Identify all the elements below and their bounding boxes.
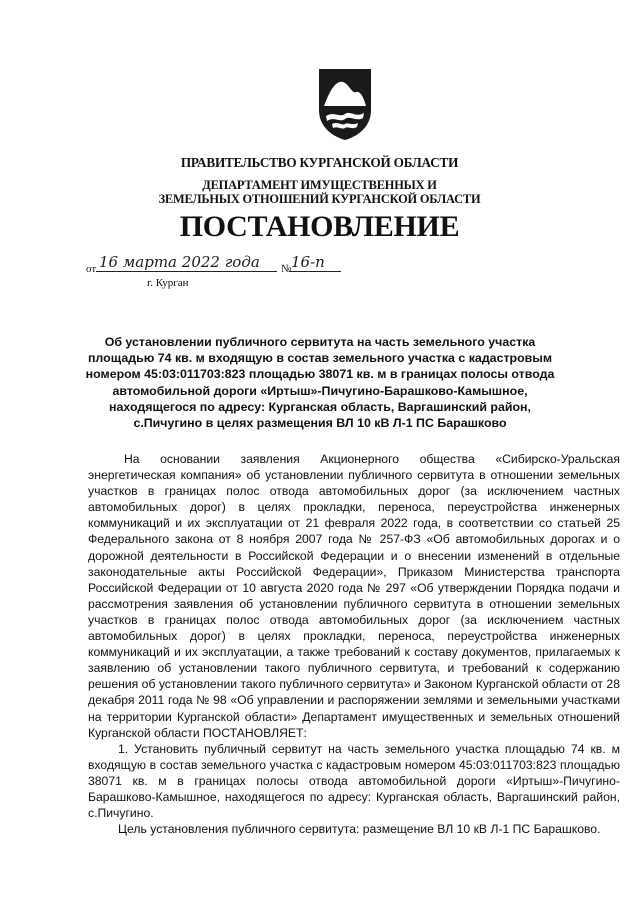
document-type-heading: ПОСТАНОВЛЕНИЕ [179, 210, 460, 243]
document-body [88, 451, 620, 837]
city-label: г. Курган [147, 277, 189, 289]
date-number-row [86, 252, 386, 278]
date-prefix: от [86, 263, 97, 275]
department-name-line1: ДЕПАРТАМЕНТ ИМУЩЕСТВЕННЫХ И [202, 178, 437, 192]
preamble-paragraph: На основании заявления Акционерного общества «Сибирско-Уральская энергетическая компания» об установлении публичного сервитута в отношении земельных участков в границах полос отвода автомобильных дорог (за исключением частных автомобильных дорог) в целях прокладки, переноса, переустройства инженерных коммуникаций и их эксплуатации от 21 февраля 2022 года, в соответствии со статьей 25 Федерального закона от 8 ноября 2007 года № 257-ФЗ «Об автомобильных дорогах и о дорожной деятельности в Российской Федерации и о внесении изменений в отдельные законодательные акты Российской Федерации», Приказом Министерства транспорта Российской Федерации от 10 августа 2020 года № 297 «Об утверждении Порядка подачи и рассмотрения заявления об установлении публичного сервитута в отношении земельных участков в границах полос отвода автомобильных дорог (за исключением частных автомобильных дорог) в целях прокладки, переноса, переустройства инженерных коммуникаций и их эксплуатации, а также требований к составу документов, прилагаемых к заявлению об установлении такого публичного сервитута, и требований к содержанию решения об установлении такого публичного сервитута» и Законом Курганской области от 28 декабря 2011 года № 98 «Об управлении и распоряжении землями и земельными участками на территории Курганской области» Департамент имущественных и земельных отношений Курганской области ПОСТАНОВЛЯЕТ: [88, 452, 620, 740]
kurgan-coat-of-arms-icon [316, 66, 374, 142]
date-underline [96, 271, 277, 272]
resolution-title: Об установлении публичного сервитута на часть земельного участка площадью 74 кв. м входящую в состав земельного участка с кадастровым номером 45:03:011703:823 площадью 38071 кв. м в границах полосы отвода автомобильной дороги «Иртыш»-Пичугино-Барашково-Камышное, находящегося по адресу: Курганская область, Варгашинский район, с.Пичугино в целях размещения ВЛ 10 кВ Л-1 ПС Барашково [85, 335, 555, 431]
resolution-item-1: 1. Установить публичный сервитут на часть земельного участка площадью 74 кв. м входящую в состав земельного участка с кадастровым номером 45:03:011703:823 площадью 38071 кв. м в границах полосы отвода автомобильной дороги «Иртыш»-Пичугино-Барашково-Камышное, находящегося по адресу: Курганская область, Варгашинский район, с.Пичугино. [88, 741, 620, 821]
handwritten-number: 16-п [291, 253, 325, 271]
number-underline [289, 271, 341, 272]
number-prefix: № [281, 263, 292, 275]
purpose-paragraph: Цель установления публичного сервитута: размещение ВЛ 10 кВ Л-1 ПС Барашково. [118, 822, 601, 837]
handwritten-date: 16 марта 2022 года [99, 253, 260, 271]
government-name: ПРАВИТЕЛЬСТВО КУРГАНСКОЙ ОБЛАСТИ [180, 155, 459, 170]
department-name-line2: ЗЕМЕЛЬНЫХ ОТНОШЕНИЙ КУРГАНСКОЙ ОБЛАСТИ [158, 192, 481, 206]
